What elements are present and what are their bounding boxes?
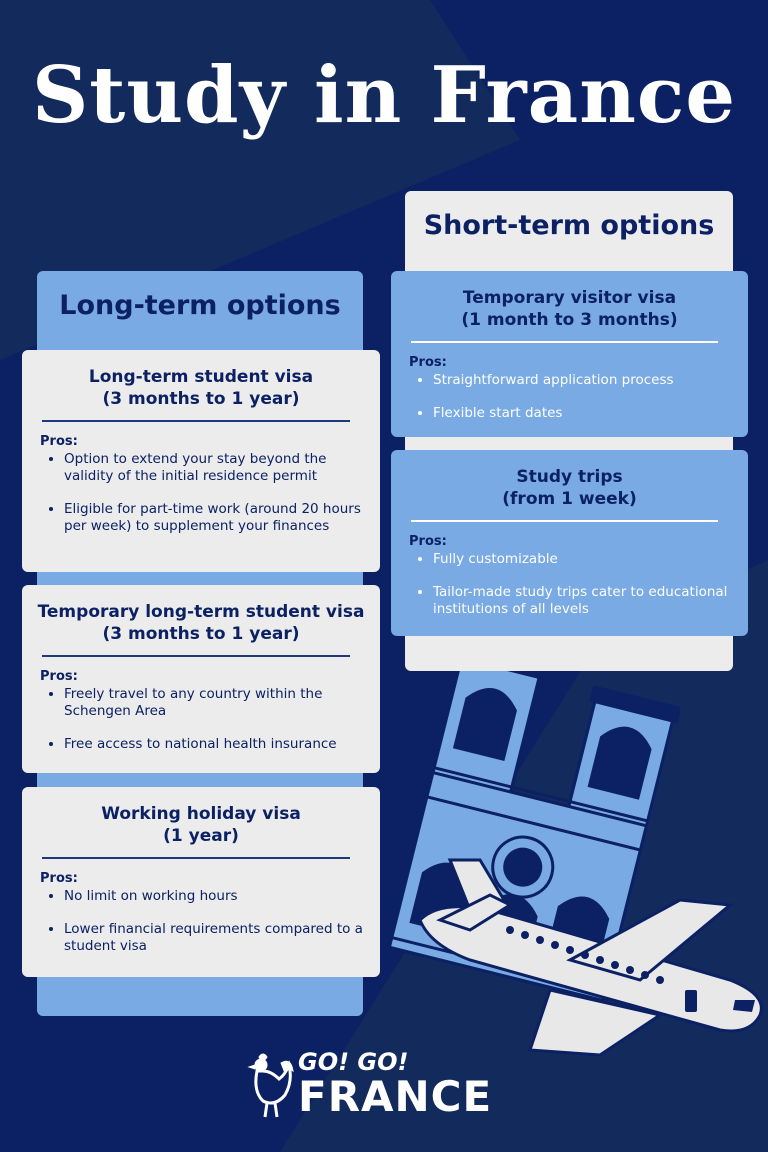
working-holiday-visa-card bbox=[22, 787, 380, 977]
list-item: • Straightforward application process bbox=[433, 372, 732, 389]
list-item: • No limit on working hours bbox=[64, 888, 364, 905]
card-title bbox=[391, 466, 748, 510]
divider bbox=[411, 520, 718, 522]
pros-label: Pros: bbox=[409, 355, 447, 370]
list-item: • Freely travel to any country within the Schengen Area bbox=[64, 686, 364, 720]
list-item: • Eligible for part-time work (around 20 hours per week) to supplement your finances bbox=[64, 501, 364, 535]
divider bbox=[42, 655, 350, 657]
card-title bbox=[22, 601, 380, 645]
card-title-line1: Study trips bbox=[516, 467, 623, 487]
card-title bbox=[22, 803, 380, 847]
list-item: • Option to extend your stay beyond the validity of the initial residence permit bbox=[64, 451, 364, 485]
list-item: • Tailor-made study trips cater to educational institutions of all levels bbox=[433, 584, 732, 618]
list-item: • Free access to national health insurance bbox=[64, 736, 364, 753]
temporary-visitor-visa-card bbox=[391, 271, 748, 437]
pros-list bbox=[22, 451, 380, 535]
temporary-long-term-student-visa-card bbox=[22, 585, 380, 773]
divider bbox=[42, 420, 350, 422]
card-title bbox=[391, 287, 748, 331]
card-title-line1: Working holiday visa bbox=[101, 804, 301, 824]
card-title bbox=[22, 366, 380, 410]
pros-list bbox=[22, 888, 380, 955]
go-go-france-logo bbox=[245, 1045, 535, 1125]
short-term-heading: Short-term options bbox=[423, 210, 715, 241]
card-title-line1: Temporary long-term student visa bbox=[37, 602, 365, 622]
card-title-line2: (3 months to 1 year) bbox=[102, 624, 300, 644]
rooster-icon bbox=[245, 1051, 295, 1119]
pros-label: Pros: bbox=[40, 669, 78, 684]
list-item: • Fully customizable bbox=[433, 551, 732, 568]
divider bbox=[42, 857, 350, 859]
card-title-line2: (from 1 week) bbox=[502, 489, 637, 509]
pros-label: Pros: bbox=[40, 434, 78, 449]
list-item: • Flexible start dates bbox=[433, 405, 732, 422]
pros-list bbox=[22, 686, 380, 753]
long-term-student-visa-card bbox=[22, 350, 380, 572]
card-title-line1: Long-term student visa bbox=[88, 367, 314, 387]
logo-line2: FRANCE bbox=[298, 1072, 493, 1121]
page-title: Study in France bbox=[31, 50, 737, 141]
pros-label: Pros: bbox=[409, 534, 447, 549]
study-trips-card bbox=[391, 450, 748, 636]
pros-list bbox=[391, 551, 748, 618]
card-title-line2: (3 months to 1 year) bbox=[102, 389, 300, 409]
airplane-illustration bbox=[400, 850, 768, 1060]
list-item: • Lower financial requirements compared to a student visa bbox=[64, 921, 364, 955]
pros-label: Pros: bbox=[40, 871, 78, 886]
card-title-line1: Temporary visitor visa bbox=[462, 288, 677, 308]
card-title-line2: (1 month to 3 months) bbox=[461, 310, 678, 330]
divider bbox=[411, 341, 718, 343]
pros-list bbox=[391, 372, 748, 422]
long-term-heading: Long-term options bbox=[59, 290, 341, 321]
card-title-line2: (1 year) bbox=[163, 826, 239, 846]
logo-line1: GO! GO! bbox=[298, 1048, 409, 1076]
